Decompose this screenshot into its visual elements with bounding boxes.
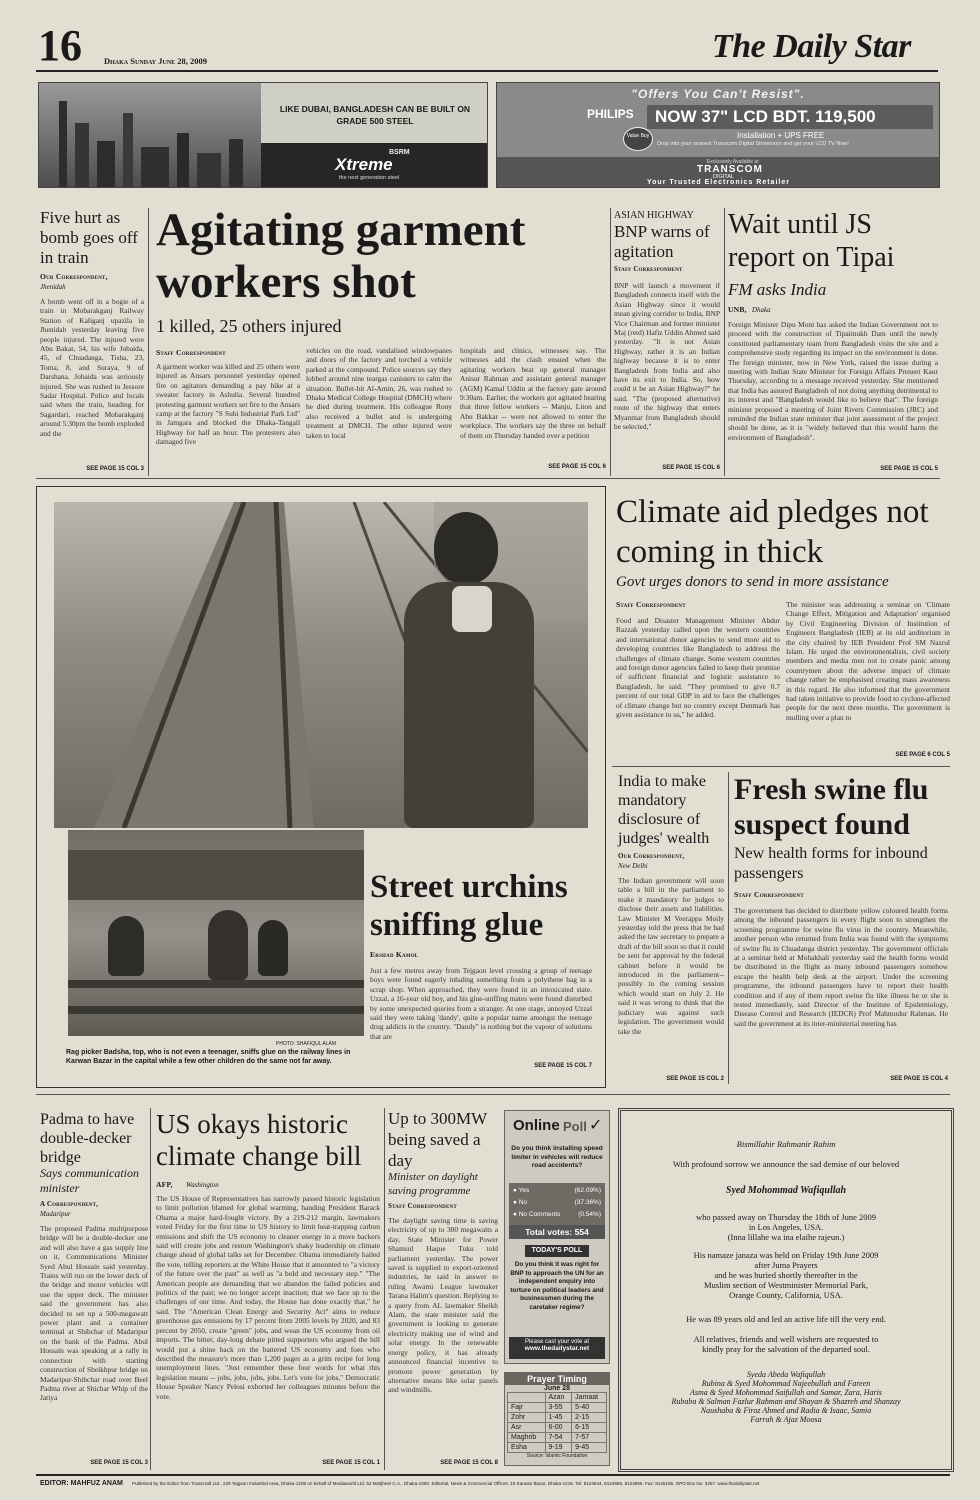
today-poll-label: TODAY'S POLL [525, 1245, 589, 1257]
obit-line9: He was 89 years old and led an active life till the very end. [686, 1314, 886, 1324]
prayer-source: Source: Islamic Foundation [526, 1453, 588, 1459]
climate-bill-byline: AFP, [156, 1180, 173, 1189]
prayer-row: Asr 6-00 6-15 [508, 1423, 607, 1433]
transcom-digital: DIGITAL [713, 174, 734, 180]
poll-url-link[interactable]: www.thedailystar.net [524, 1345, 590, 1352]
prayer-title: Prayer Timing [505, 1373, 609, 1385]
children-photo[interactable] [66, 828, 366, 1038]
obit-line4: His namaze janaza was held on Friday 19th June 2009 [693, 1250, 879, 1260]
garment-headline[interactable]: Agitating garment workers shot [156, 204, 526, 308]
climate-col1: Food and Disaster Management Minister Abdur Razzak yesterday called upon the western countries and international donor agencies to send more aid to developing countries like Bangladesh to address the challenges of climate change. Some western countries and foreign donor agencies failed to keep their promise of sufficient financial and logistic assistance to Bangladesh, he said. "They promised to give 0.7 percent of our total GDP in aid to face the challenges of climate change but no country except Denmark has given assistance to us," he added. [616, 616, 780, 720]
bsrm-tag: the next generation steel [339, 175, 400, 181]
transcom-value: Value Buy [626, 133, 650, 139]
poll-option-label: Yes [518, 1187, 530, 1194]
obit-line10: All relatives, friends and well wishers are requested to [693, 1334, 879, 1344]
checkmark-icon: ✓ [589, 1115, 603, 1134]
climate-bill-see-page[interactable]: SEE PAGE 15 COL 1 [322, 1460, 380, 1466]
col-rule [150, 1108, 151, 1470]
boy-figure [394, 512, 554, 828]
page-dateline: Dhaka Sunday June 28, 2009 [104, 56, 208, 66]
tipai-byline: UNB, [728, 305, 747, 314]
bnp-see-page[interactable]: SEE PAGE 15 COL 6 [662, 465, 720, 471]
climate-byline: Staff Correspondent [616, 600, 686, 609]
obit-line2: in Los Angeles, USA. [748, 1222, 824, 1232]
bnp-body: BNP will launch a movement if Bangladesh connects itself with the Asian Highway since it would mean giving corridor to India, BNP Vice Chairman and former minister Maj (retd) Hafiz Uddin Ahmed said yesterday. "It is not Asian Highway, rather it is an Indian highway because it is to enter Bangladesh from India and also have its exit to India. So, how could it be an Asian Highway?" he said. "The (proposed alternative) route of the highway that enters Myanmar from Bangladesh should be selected," [614, 281, 720, 432]
bnp-byline: Staff Correspondent [614, 266, 683, 273]
value-buy-badge [623, 127, 653, 151]
col-rule [728, 772, 729, 1084]
power-headline[interactable]: Up to 300MW being saved a day [388, 1109, 487, 1170]
obit-line1: who passed away on Thursday the 18th of June 2009 [696, 1212, 876, 1222]
ad-bsrm[interactable] [38, 82, 488, 188]
obit-line6: and he was buried shortly thereafter in the [714, 1270, 858, 1280]
climate-bill-body: The US House of Representatives has narrowly passed historic legislation to limit pollution blamed for global warming, handing President Barack Obama a major hard-fought victory. By a 219-212 margin, lawmakers voted Friday for the first time in US history to limit heat-trapping carbon emissions and shift the US economy to cleaner energy in a move backers said will create jobs and restore Washington's shaky leadership on climate change ahead of global talks set for December. Obama immediately hailed the vote, telling reporters at the White House that it amounted to "a victory of the future over the past" as well as "a bold and necessary step." "The American people are demanding that we abandon the failed policies and politics of the past; we no longer accept inaction; that we face up to the challenges of our time. And today, the House has done exactly that," he said. The "American Clean Energy and Security Act" aims to reduce greenhouse gas emissions by 17 percent from 2005 levels by 2020, and 83 percent by 2050, create "green" jobs, and wean the US economy from oil imports. The bitter, day-long debate pitted supporters who argued the bill would put a shine back on the battered US economy and foes who described the measure's more than 1,200 pages as a grim recipe for long unemployment lines. "Just remember these four words for what this legislation means -- jobs, jobs, jobs, jobs. Let's vote for jobs," Democratic House Speaker Nancy Pelosi exhorted her colleagues minutes before the vote. [156, 1194, 380, 1401]
transcom-drop: Drop into your nearest Transcom Digital Showroom and get your LCD TV Now! [657, 141, 849, 147]
section-rule [36, 1094, 950, 1095]
obit-bismillah: Bismillahir Rahmanir Rahim [736, 1139, 836, 1149]
transcom-headline: "Offers You Can't Resist". [631, 87, 805, 101]
railway-photo[interactable] [54, 502, 588, 828]
prayer-date: June 28 [543, 1385, 571, 1392]
tipai-body: Foreign Minister Dipu Moni has asked the Indian Government not to proceed with the construction of Tipaimukh Dam until the newly constituted parliamentary team from Bangladesh visits the site and a comprehensive study regarding its impact on the environment is done. The foreign minister, now in New York, raised the issue during a meeting with Indian State Minister for Foreign Affairs Preneet Kaur Thursday, according to a message received yesterday. She mentioned that India has assured Bangladesh of not doing anything detrimental to its interest and "Bangladesh would like to believe that". The foreign minister proposed a meeting of Joint Rivers Commission (JRC) and reminded the Indian state minister that joint assessment of the project should be done, as it is "widely believed that this would harm the environment of Bangladesh". [728, 320, 938, 442]
swine-body: The government has decided to distribute yellow coloured health forms among the inbound passengers in every flight soon to strengthen the screening programme for swine flu virus in the country. Meanwhile, another person who returned from India was found with the symptoms of swine flu in Chuadanga district yesterday. The government officials at a seminar held at Mohakhali yesterday said the health forms would be distributed in the flight as many inbound passengers somehow escape the health help desk at the airport. Under the screening programme, the inbound passengers have to report their health condition and if any of them report swine flu like illness he or she is tested immediately, said Director of the Institute of Epidemiology, Disease Control and Research (IEDCR) Prof Mahmudur Rahman. He said the government at its inter-ministerial meeting has [734, 906, 948, 1028]
judges-headline[interactable]: India to make mandatory disclosure of judges' wealth [618, 773, 710, 847]
poll-option-yes[interactable]: ● Yes (62.09%) [513, 1187, 601, 1194]
transcom-offer: NOW 37" LCD BDT. 119,500 [655, 107, 876, 126]
garment-see-page[interactable]: SEE PAGE 15 COL 6 [548, 464, 606, 470]
obit-sig3: Asma & Syed Mohommad Saifullah and Samar, Zara, Haris [689, 1388, 882, 1397]
poll-option-value: (0.54%) [578, 1211, 601, 1218]
obit-line7: Muslim section of Westminister Memorial Park, [704, 1280, 868, 1290]
today-poll-question: Do you think it was right for BNP to approach the UN for an independent enquiry into torture on political leaders and businessmen during the caretaker regime? [510, 1261, 604, 1311]
footer-editor: EDITOR: MAHFUZ ANAM [40, 1480, 123, 1487]
padma-headline[interactable]: Padma to have double-decker bridge [40, 1111, 135, 1166]
masthead: The Daily Star [712, 28, 911, 65]
bsrm-brand: Xtreme [335, 155, 393, 174]
swine-byline: Staff Correspondent [734, 890, 804, 899]
col-rule [384, 1108, 385, 1470]
judges-body: The Indian government will soon table a bill in the parliament to make it mandatory for judges to disclose their assets and liabilities. Law Minister M Veerappa Moily yesterday told the press that he had asked the law secretary to prepare a draft of the bill soon so that it could be sent for approval by the federal cabinet before it would be introduced in the parliament--possibly in the coming session which would start on July 2. He said it was wrong to think that the judiciary was against such legislation. The government would take the [618, 876, 724, 1036]
transcom-install: Installation + UPS FREE [737, 131, 825, 140]
bnp-headline[interactable]: BNP warns of agitation [614, 222, 710, 261]
tipai-dateline: Dhaka [752, 306, 771, 314]
col-rule [724, 208, 725, 476]
padma-byline: A Correspondent, [40, 1200, 99, 1208]
power-byline: Staff Correspondent [388, 1202, 457, 1210]
city-skyline-image [39, 83, 261, 187]
obit-sig2: Rubina & Syed Mohommad Najeebullah and Fareen [701, 1379, 871, 1388]
header-rule [36, 70, 938, 72]
bomb-see-page[interactable]: SEE PAGE 15 COL 3 [86, 466, 144, 472]
footer-imprint: Published by the Editor from Transcraft Ltd., 229 Tejgaon Industrial Area, Dhaka-1208 on behalf of Mediaworld Ltd. 52 Motijheel C.A., Dhaka-1000. Editorial, News & Commercial Offices: 19 Karwan Bazar, Dhaka-1215. Tel: 8124944, 8124955, 8124966. Fax: 8125155. GPO Box No: 3257. www.thedailystar.net [132, 1481, 760, 1486]
tipai-headline[interactable]: Wait until JS report on Tipai [728, 209, 895, 273]
poll-cast-box[interactable] [509, 1337, 605, 1359]
padma-body: The proposed Padma multipurpose bridge will be a double-decker one and will also have a gas supply line on it, Communications Minister Syed Abul Hossain said yesterday. Trains will run on the lower deck of the bridge and motor vehicles will use the upper deck. The minister said the government has also decided to set up a 500-megawatt power plant and a container terminal at Shibchar of Madaripur on the bank of the Padma. Abul Hossain was speaking at a rally in connection with starting construction of Sheikhpur bridge on Madaripur-Shibchar road over Beel Padma river at Shichar Whip of the Jatiya [40, 1224, 148, 1403]
climate-bill-dateline: Washington [186, 1181, 219, 1189]
photo-credit: PHOTO: SHAFIQUL ALAM [276, 1041, 337, 1047]
prayer-header: Jamaat [572, 1393, 607, 1403]
prayer-table [507, 1392, 607, 1453]
footer-rule [36, 1474, 950, 1476]
urchins-see-page[interactable]: SEE PAGE 15 COL 7 [534, 1063, 592, 1069]
garment-col2: vehicles on the road, vandalised windowpanes and doors of the factory and torched a vehicle parked at the compound. Police sources say they lobbed around nine teargas canisters to calm the situation. Bullet-hit Al-Amin, 26, was rushed to Dhaka Medical College Hospital (DMCH) where he died during treatment. His colleague Rony also received a bullet and is undergoing treatment at DMCH. The other injured were taken to local [306, 346, 452, 440]
section-rule [612, 766, 950, 767]
prayer-timing-box [504, 1372, 610, 1466]
climate-bill-headline[interactable]: US okays historic climate change bill [156, 1109, 362, 1171]
obit-sig5: Naushaba & Firoz Ahmed and Radia & Isaac, Samia [700, 1406, 872, 1415]
poll-question: Do you think installing speed limiter in vehicles will reduce road accidents? [511, 1145, 603, 1169]
power-body: The daylight saving time is saving electricity of up to 300 megawatts a day, State Minister for Power Shamsul Haque Tuku told parliament yesterday. The power saved is supplied to export-oriented industries, he said in answer to ruling Awami League lawmaker Tarana Halim's question. Replying to a query from AL lawmaker Sheikh Alam, the state minister said the government is looking to generate electricity making use of wind and solar energy. In the renewable energy policy, it has already announced financial incentive to promote power generation by alternative means like solar panels and windmills. [388, 1216, 498, 1395]
obit-sig6: Farrah & Ajaz Moosa [750, 1415, 822, 1424]
obit-name: Syed Mohommad Wafiqullah [725, 1185, 847, 1196]
tipai-see-page[interactable]: SEE PAGE 15 COL 5 [880, 466, 938, 472]
climate-subhead: Govt urges donors to send in more assistance [616, 574, 889, 590]
padma-dateline: Madaripur [40, 1210, 71, 1218]
padma-see-page[interactable]: SEE PAGE 15 COL 3 [90, 1460, 148, 1466]
bnp-kicker: ASIAN HIGHWAY [614, 210, 694, 221]
poll-title-b: Poll [563, 1119, 587, 1134]
obituary-box [618, 1108, 954, 1472]
prayer-row: Esha 9-19 9-45 [508, 1443, 607, 1453]
obit-line11: kindly pray for the salvation of the departed soul. [702, 1344, 870, 1354]
garment-subhead: 1 killed, 25 others injured [156, 316, 342, 336]
photo-caption: Rag picker Badsha, top, who is not even a teenager, sniffs glue on the railway lines in Karwan Bazar in the capital while a few other children do the same not far away. [66, 1049, 351, 1065]
poll-title-a: Online [513, 1117, 560, 1134]
bomb-byline: Our Correspondent, [40, 272, 108, 281]
bomb-body: A bomb went off in a bogie of a train in Mobarakganj Railway Station of Kaliganj upazila in Jhenidah yesterday leaving five people injured. The injured were Abu Bakar, 54, his wife Jobaida, 45, of Chuadanga, Tisha, 23, Toma, 8, and Suraya, 9 of Darshana. Jobaida was seriously injured. She was rushed to Jessore Sadar Hospital. Police and locals said when the train, heading for Sagardari, reached Mobarakganj around 5:30pm the bomb exploded and the [40, 297, 144, 438]
obit-line8: Orange County, California, USA. [729, 1290, 843, 1300]
bomb-headline[interactable]: Five hurt as bomb goes off in train [40, 208, 138, 267]
padma-subhead: Says communication minister [40, 1166, 139, 1195]
obit-sig1: Syeda Abeda Wafiqullah [746, 1370, 826, 1379]
poll-option-no[interactable]: ● No (37.36%) [513, 1199, 601, 1206]
poll-option-value: (37.36%) [574, 1199, 601, 1206]
garment-byline: Staff Correspondent [156, 348, 226, 357]
section-rule [36, 478, 940, 479]
poll-option-label: No [518, 1199, 528, 1206]
obit-line5: after Juma Prayers [754, 1260, 818, 1270]
prayer-header [508, 1393, 546, 1403]
bsrm-slogan: LIKE DUBAI, BANGLADESH CAN BE BUILT ON GRADE 500 STEEL [279, 104, 471, 126]
transcom-brand: PHILIPS [587, 107, 634, 121]
power-see-page[interactable]: SEE PAGE 15 COL 8 [440, 1460, 498, 1466]
power-subhead: Minister on daylight saving programme [388, 1171, 478, 1197]
ad-transcom[interactable] [496, 82, 940, 188]
climate-headline[interactable]: Climate aid pledges not coming in thick [616, 494, 929, 570]
climate-see-page[interactable]: SEE PAGE 6 COL 5 [895, 752, 950, 758]
swine-see-page[interactable]: SEE PAGE 15 COL 4 [890, 1076, 948, 1082]
prayer-row: Maghrib 7-54 7-57 [508, 1433, 607, 1443]
prayer-row: Zohr 1-45 2-15 [508, 1413, 607, 1423]
transcom-exclusive: Exclusively Available at [707, 159, 759, 165]
obit-sig4: Rubaba & Salman Fazlur Rahman and Shayan & Shazreh and Shanzay [671, 1397, 901, 1406]
garment-col1: A garment worker was killed and 25 others were injured as Ansars personnel yesterday opened fire on agitators demanding a pay hike at a sweater factory in Ashulia. Several hundred protesting garment workers set fire to the Ansars camp at the factory "S Suhi Industrial Park Ltd" in Jamgara and blocked the Dhaka-Tangail Highway for half an hour. The protesters also damaged five [156, 362, 300, 447]
urchins-body: Just a few metres away from Tejgaon level crossing a group of teenage boys were found eagerly inhaling something from a polythene bag in a scrap shop. When approached, they were found in an intoxicated state. Uzzal, a 16-year old boy, and his glue-sniffing mates were found disturbed by some unexpected queries from a stranger. At one stage, annoyed Uzzal said they were taking 'dandy', quite a popular name amongst the teenage drug addicts in the country. "Dandy" is nothing but the vapour of solutions that are [370, 966, 592, 1041]
poll-total: Total votes: 554 [509, 1225, 605, 1239]
swine-subhead: New health forms for inbound passengers [734, 845, 928, 882]
tipai-subhead: FM asks India [728, 280, 827, 299]
transcom-name: TRANSCOM [697, 164, 763, 175]
transcom-trusted: Your Trusted Electronics Retailer [647, 179, 790, 186]
col-rule [610, 208, 611, 476]
swine-headline[interactable]: Fresh swine flu suspect found [734, 773, 929, 841]
climate-col2: The minister was addressing a seminar on 'Climate Change Effect, Mitigation and Adaptation' organised by Civil Engineering Division of Institution of Engineers Bangladesh (IEB) at its old auditorium in the city chaired by IEB President Prof SM Nazrul Islam. He urged the environmentalists, civil society members and media men not to create panic among countrymen about the adverse impact of climate change rather he emphasised creating mass awareness in this regard. He also informed that the government had taken initiative to provide food to cyclone-affected people for the next three months. The government is mulling over a plan to [786, 600, 950, 722]
obit-intro: With profound sorrow we announce the sad demise of our beloved [672, 1159, 900, 1169]
poll-cast-text: Please cast your vote at [524, 1339, 590, 1345]
urchins-byline: Ershad Kamol [370, 950, 419, 959]
poll-option-label: No Comments [518, 1211, 561, 1218]
poll-options [509, 1183, 605, 1225]
prayer-header: Azan [545, 1393, 572, 1403]
poll-option-value: (62.09%) [574, 1187, 601, 1194]
judges-byline: Our Correspondent, [618, 852, 685, 860]
judges-dateline: New Delhi [618, 862, 648, 870]
bomb-dateline: Jhenidah [40, 283, 66, 291]
garment-col3: hospitals and clinics, witnesses say. The witnesses add the clash ensued when the agitating workers beat up general manager Anisur Rahman and assistant general manager (AGM) Kamal Uddin at the factory gate around 9:30am. Earlier, the workers got agitated hearing that three fellow workers -- Manju, Liton and Abu Bakkar -- were not allowed to enter the workplace. The workers say the three on behalf of them on Thursday handed over a petition [460, 346, 606, 440]
online-poll-box [504, 1110, 610, 1364]
prayer-row: Fajr 3-55 5-40 [508, 1403, 607, 1413]
poll-option-nocomment[interactable]: ● No Comments (0.54%) [513, 1211, 601, 1218]
judges-see-page[interactable]: SEE PAGE 15 COL 2 [666, 1076, 724, 1082]
obit-line3: (Inna lillahe wa ina elaihe rajeun.) [727, 1232, 845, 1242]
bsrm-sub: BSRM [389, 149, 410, 156]
urchins-headline[interactable]: Street urchins sniffing glue [370, 869, 568, 943]
page-number: 16 [38, 21, 82, 70]
col-rule [148, 208, 149, 476]
